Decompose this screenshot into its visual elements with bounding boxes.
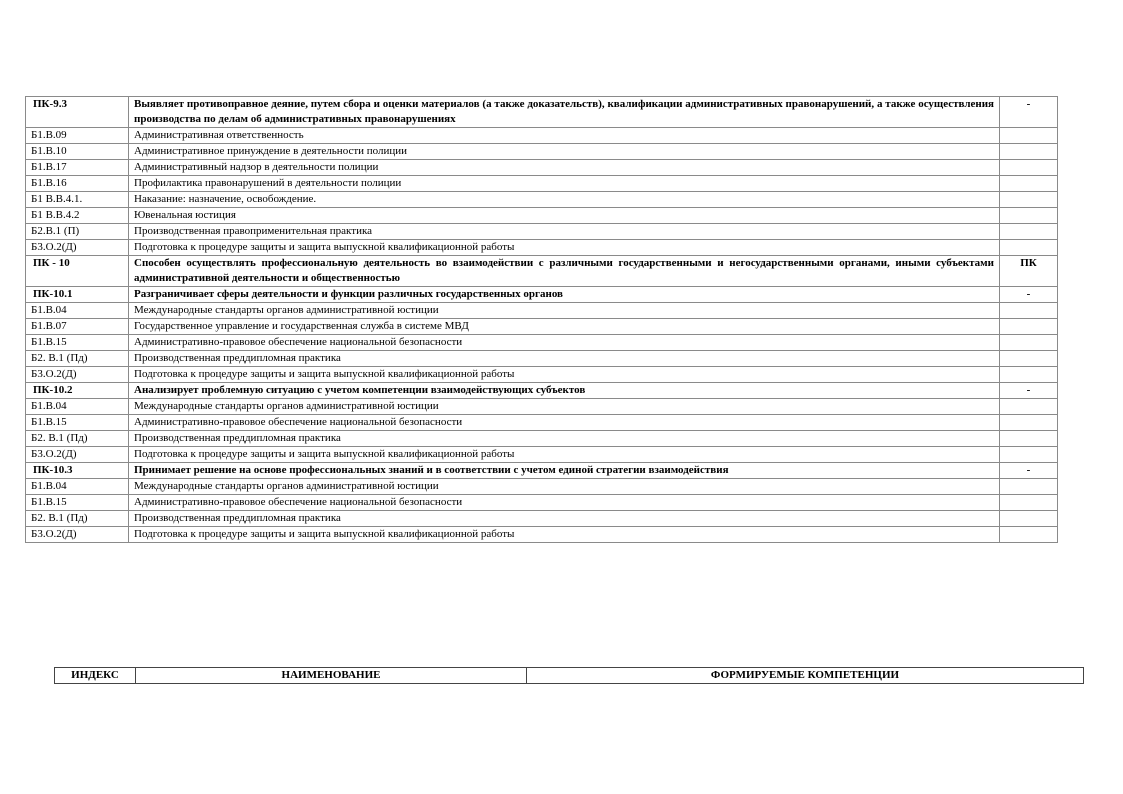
column-header-table xyxy=(54,667,1084,684)
discipline-row xyxy=(26,479,1058,495)
row-mark xyxy=(1000,319,1058,335)
column-header-row xyxy=(55,668,1084,684)
row-mark: - xyxy=(1000,463,1058,479)
row-mark xyxy=(1000,399,1058,415)
row-code: Б1.В.04 xyxy=(26,479,129,495)
row-mark xyxy=(1000,160,1058,176)
row-code: Б3.О.2(Д) xyxy=(26,240,129,256)
discipline-row xyxy=(26,144,1058,160)
row-code: ПК-10.2 xyxy=(26,383,129,399)
row-name: Административно-правовое обеспечение национальной безопасности xyxy=(129,415,1000,431)
row-code: Б1.В.15 xyxy=(26,335,129,351)
row-name: Производственная преддипломная практика xyxy=(129,431,1000,447)
discipline-row xyxy=(26,527,1058,543)
row-name: Производственная преддипломная практика xyxy=(129,511,1000,527)
row-mark xyxy=(1000,367,1058,383)
row-mark xyxy=(1000,479,1058,495)
row-mark xyxy=(1000,511,1058,527)
row-name: Анализирует проблемную ситуацию с учетом компетенции взаимодействующих субъектов xyxy=(129,383,1000,399)
competency-row xyxy=(26,256,1058,287)
row-name: Производственная преддипломная практика xyxy=(129,351,1000,367)
row-name: Административно-правовое обеспечение национальной безопасности xyxy=(129,335,1000,351)
row-mark: ПК xyxy=(1000,256,1058,287)
row-name: Принимает решение на основе профессиональных знаний и в соответствии с учетом единой стратегии взаимодействия xyxy=(129,463,1000,479)
row-code: Б3.О.2(Д) xyxy=(26,527,129,543)
discipline-row xyxy=(26,208,1058,224)
discipline-row xyxy=(26,224,1058,240)
row-mark xyxy=(1000,527,1058,543)
competency-row xyxy=(26,97,1058,128)
row-name: Административное принуждение в деятельности полиции xyxy=(129,144,1000,160)
discipline-row xyxy=(26,447,1058,463)
row-code: Б1.В.15 xyxy=(26,415,129,431)
row-mark xyxy=(1000,208,1058,224)
row-code: Б3.О.2(Д) xyxy=(26,447,129,463)
row-code: Б2. В.1 (Пд) xyxy=(26,511,129,527)
row-code: Б1.В.16 xyxy=(26,176,129,192)
row-name: Ювенальная юстиция xyxy=(129,208,1000,224)
row-name: Наказание: назначение, освобождение. xyxy=(129,192,1000,208)
discipline-row xyxy=(26,192,1058,208)
row-mark xyxy=(1000,192,1058,208)
header-competencies: ФОРМИРУЕМЫЕ КОМПЕТЕНЦИИ xyxy=(527,668,1084,684)
competency-row xyxy=(26,383,1058,399)
row-mark xyxy=(1000,240,1058,256)
row-code: ПК - 10 xyxy=(26,256,129,287)
discipline-row xyxy=(26,335,1058,351)
row-code: Б3.О.2(Д) xyxy=(26,367,129,383)
discipline-row xyxy=(26,240,1058,256)
row-name: Производственная правоприменительная практика xyxy=(129,224,1000,240)
row-name: Подготовка к процедуре защиты и защита выпускной квалификационной работы xyxy=(129,527,1000,543)
row-mark xyxy=(1000,303,1058,319)
row-name: Подготовка к процедуре защиты и защита выпускной квалификационной работы xyxy=(129,447,1000,463)
discipline-row xyxy=(26,367,1058,383)
row-code: ПК-10.1 xyxy=(26,287,129,303)
row-mark xyxy=(1000,144,1058,160)
row-name: Разграничивает сферы деятельности и функции различных государственных органов xyxy=(129,287,1000,303)
row-code: ПК-10.3 xyxy=(26,463,129,479)
row-name: Международные стандарты органов административной юстиции xyxy=(129,479,1000,495)
discipline-row xyxy=(26,319,1058,335)
row-code: Б1.В.07 xyxy=(26,319,129,335)
row-mark: - xyxy=(1000,97,1058,128)
discipline-row xyxy=(26,160,1058,176)
row-code: Б1.В.10 xyxy=(26,144,129,160)
discipline-row xyxy=(26,351,1058,367)
row-mark xyxy=(1000,431,1058,447)
row-code: Б1.В.04 xyxy=(26,303,129,319)
header-index: ИНДЕКС xyxy=(55,668,136,684)
row-mark xyxy=(1000,447,1058,463)
competency-row xyxy=(26,463,1058,479)
row-mark: - xyxy=(1000,287,1058,303)
row-name: Выявляет противоправное деяние, путем сбора и оценки материалов (а также доказательств), квалификации административных правонарушений, а также осуществления производства по делам об административных правонарушениях xyxy=(129,97,1000,128)
row-mark: - xyxy=(1000,383,1058,399)
row-code: ПК-9.3 xyxy=(26,97,129,128)
row-mark xyxy=(1000,351,1058,367)
row-name: Подготовка к процедуре защиты и защита выпускной квалификационной работы xyxy=(129,367,1000,383)
row-mark xyxy=(1000,335,1058,351)
row-code: Б1.В.09 xyxy=(26,128,129,144)
row-name: Административный надзор в деятельности полиции xyxy=(129,160,1000,176)
competency-table-body xyxy=(26,97,1058,543)
row-code: Б2.В.1 (П) xyxy=(26,224,129,240)
row-name: Способен осуществлять профессиональную деятельность во взаимодействии с различными государственными и негосударственными органами, иными субъектами административной деятельности и общественностью xyxy=(129,256,1000,287)
row-code: Б1 В.В.4.2 xyxy=(26,208,129,224)
discipline-row xyxy=(26,303,1058,319)
row-code: Б1.В.17 xyxy=(26,160,129,176)
discipline-row xyxy=(26,128,1058,144)
discipline-row xyxy=(26,399,1058,415)
row-mark xyxy=(1000,128,1058,144)
row-mark xyxy=(1000,176,1058,192)
row-mark xyxy=(1000,415,1058,431)
competency-table xyxy=(25,96,1058,543)
row-name: Административная ответственность xyxy=(129,128,1000,144)
discipline-row xyxy=(26,495,1058,511)
row-name: Профилактика правонарушений в деятельности полиции xyxy=(129,176,1000,192)
row-name: Подготовка к процедуре защиты и защита выпускной квалификационной работы xyxy=(129,240,1000,256)
header-name: НАИМЕНОВАНИЕ xyxy=(136,668,527,684)
row-name: Государственное управление и государственная служба в системе МВД xyxy=(129,319,1000,335)
row-code: Б1 В.В.4.1. xyxy=(26,192,129,208)
row-code: Б1.В.04 xyxy=(26,399,129,415)
discipline-row xyxy=(26,511,1058,527)
row-code: Б1.В.15 xyxy=(26,495,129,511)
row-code: Б2. В.1 (Пд) xyxy=(26,351,129,367)
row-name: Международные стандарты органов административной юстиции xyxy=(129,303,1000,319)
row-name: Международные стандарты органов административной юстиции xyxy=(129,399,1000,415)
discipline-row xyxy=(26,431,1058,447)
competency-row xyxy=(26,287,1058,303)
row-mark xyxy=(1000,495,1058,511)
row-name: Административно-правовое обеспечение национальной безопасности xyxy=(129,495,1000,511)
row-code: Б2. В.1 (Пд) xyxy=(26,431,129,447)
discipline-row xyxy=(26,415,1058,431)
discipline-row xyxy=(26,176,1058,192)
row-mark xyxy=(1000,224,1058,240)
